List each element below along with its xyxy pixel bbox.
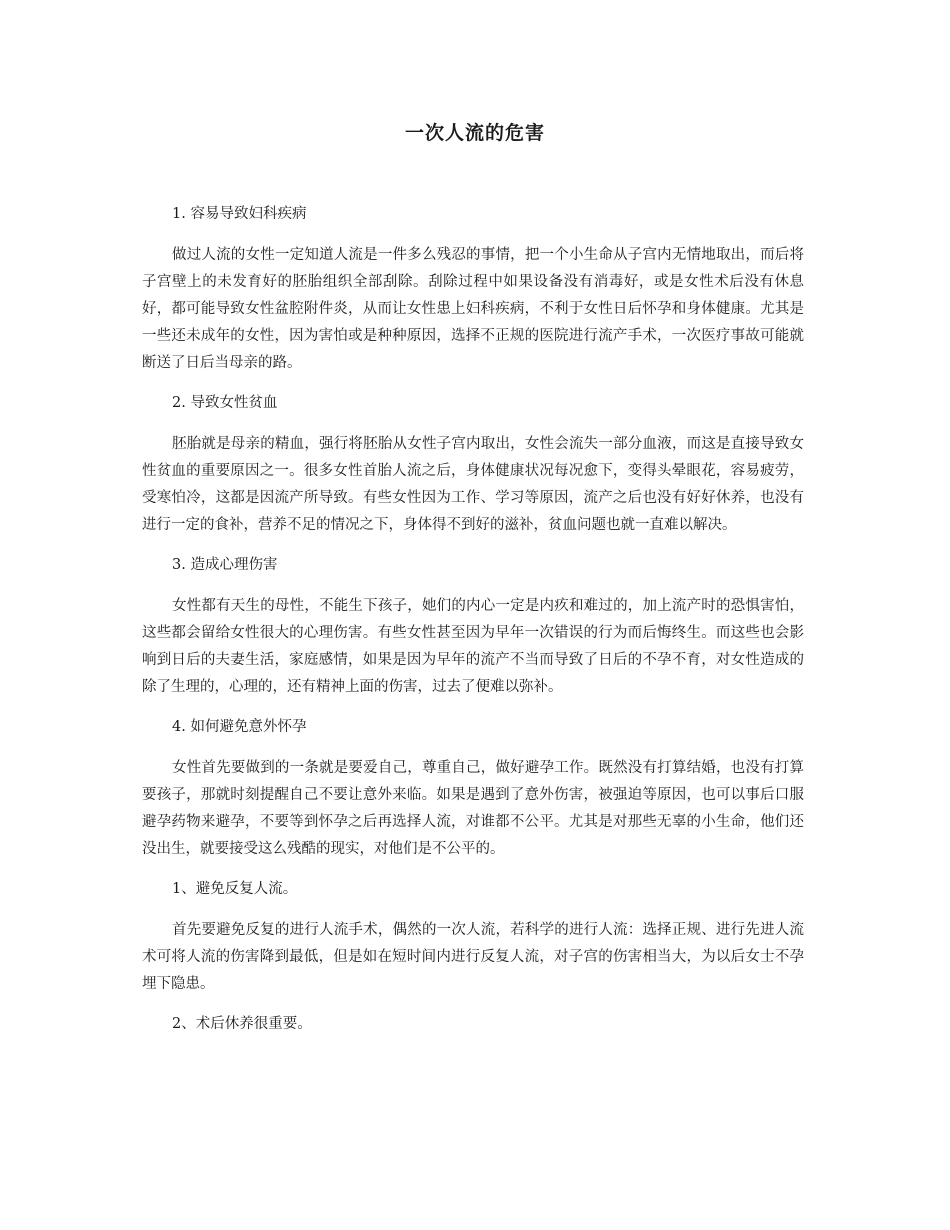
section-1 — [142, 200, 804, 377]
section-6 — [142, 1010, 804, 1038]
page-title: 一次人流的危害 — [404, 122, 545, 144]
section-paragraph: 女性首先要做到的一条就是要爱自己，尊重自己，做好避孕工作。既然没有打算结婚，也没有打算要孩子，那就时刻提醒自己不要让意外来临。如果是遇到了意外伤害，被强迫等原因，也可以事后口服避孕药物来避孕，不要等到怀孕之后再选择人流，对谁都不公平。尤其是对那些无辜的小生命，他们还没出生，就要接受这么残酷的现实，对他们是不公平的。 — [142, 760, 804, 857]
section-5 — [142, 875, 804, 998]
section-4 — [142, 713, 804, 863]
section-paragraph: 胚胎就是母亲的精血，强行将胚胎从女性子宫内取出，女性会流失一部分血液，而这是直接导致女性贫血的重要原因之一。很多女性首胎人流之后，身体健康状况每况愈下，变得头晕眼花，容易疲劳，受寒怕冷，这都是因流产所导致。有些女性因为工作、学习等原因，流产之后也没有好好休养，也没有进行一定的食补，营养不足的情况之下，身体得不到好的滋补，贫血问题也就一直难以解决。 — [142, 436, 804, 533]
section-heading: 2、术后休养很重要。 — [172, 1016, 312, 1032]
section-paragraph: 首先要避免反复的进行人流手术，偶然的一次人流，若科学的进行人流：选择正规、进行先进人流术可将人流的伤害降到最低，但是如在短时间内进行反复人流，对子宫的伤害相当大，为以后女士不孕埋下隐患。 — [142, 922, 804, 992]
section-paragraph: 做过人流的女性一定知道人流是一件多么残忍的事情，把一个小生命从子宫内无情地取出，而后将子宫壁上的未发育好的胚胎组织全部刮除。刮除过程中如果设备没有消毒好，或是女性术后没有休息好，都可能导致女性盆腔附件炎，从而让女性患上妇科疾病，不利于女性日后怀孕和身体健康。尤其是一些还未成年的女性，因为害怕或是种种原因，选择不正规的医院进行流产手术，一次医疗事故可能就断送了日后当母亲的路。 — [142, 247, 804, 371]
document-body — [142, 200, 804, 1052]
section-heading: 3. 造成心理伤害 — [172, 557, 278, 573]
section-heading: 1. 容易导致妇科疾病 — [172, 206, 307, 222]
section-heading: 2. 导致女性贫血 — [172, 395, 278, 411]
section-3 — [142, 551, 804, 701]
section-2 — [142, 389, 804, 539]
section-paragraph: 女性都有天生的母性，不能生下孩子，她们的内心一定是内疚和难过的，加上流产时的恐惧害怕，这些都会留给女性很大的心理伤害。有些女性甚至因为早年一次错误的行为而后悔终生。而这些也会影响到日后的夫妻生活，家庭感情，如果是因为早年的流产不当而导致了日后的不孕不育，对女性造成的除了生理的，心理的，还有精神上面的伤害，过去了便难以弥补。 — [142, 598, 804, 695]
section-heading: 1、避免反复人流。 — [172, 881, 298, 897]
section-heading: 4. 如何避免意外怀孕 — [172, 719, 307, 735]
